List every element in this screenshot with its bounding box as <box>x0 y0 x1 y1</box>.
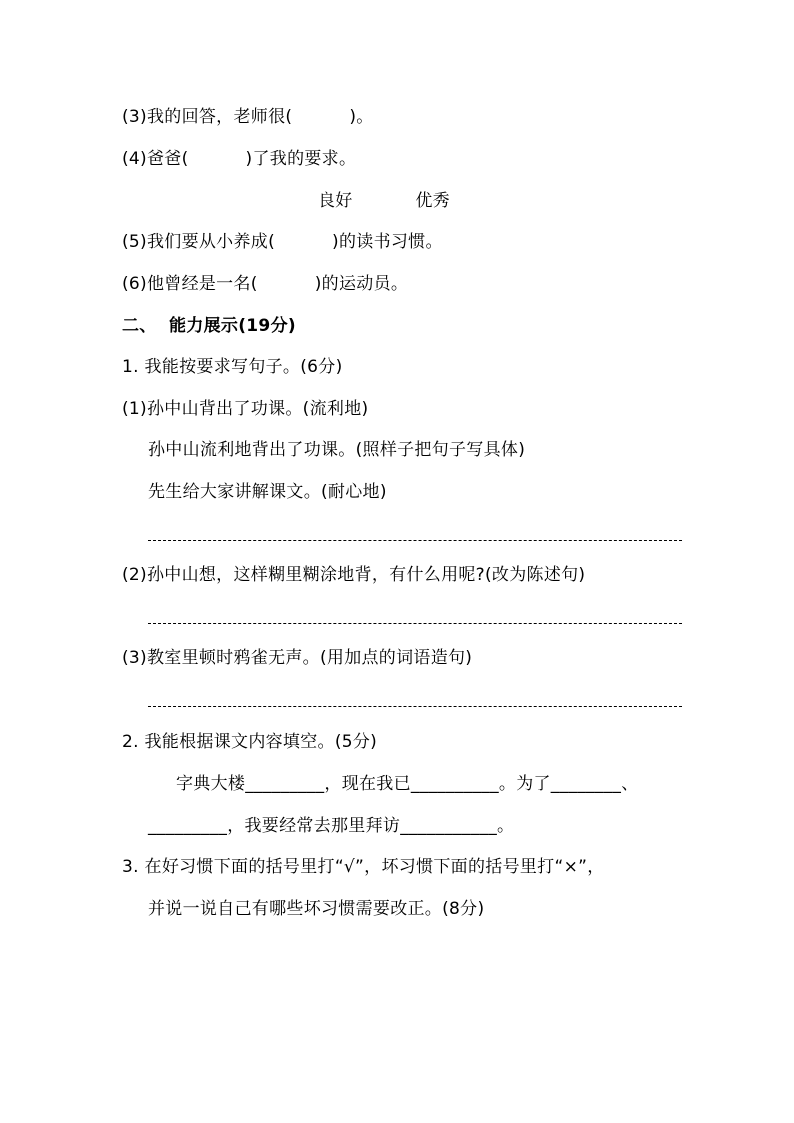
question-2-fill-line-2: _________，我要经常去那里拜访___________。 <box>148 816 515 836</box>
question-1-part-1: (1)孙中山背出了功课。(流利地) <box>122 399 369 419</box>
question-2: 2. 我能根据课文内容填空。(5分) <box>122 732 378 752</box>
question-1-example: 孙中山流利地背出了功课。(照样子把句子写具体) <box>148 440 526 460</box>
word-options: 良好 优秀 <box>318 191 450 211</box>
answer-line-3[interactable] <box>148 706 682 707</box>
question-3: 3. 在好习惯下面的括号里打“√”，坏习惯下面的括号里打“×”， <box>122 857 605 877</box>
question-1-part-2: (2)孙中山想，这样糊里糊涂地背，有什么用呢?(改为陈述句) <box>122 565 586 585</box>
question-1-task: 先生给大家讲解课文。(耐心地) <box>148 482 387 502</box>
question-1-part-3: (3)教室里顿时鸦雀无声。(用加点的词语造句) <box>122 648 473 668</box>
question-2-fill-line-1: 字典大楼_________，现在我已__________。为了________、 <box>176 774 639 794</box>
answer-line-1[interactable] <box>148 540 682 541</box>
answer-line-2[interactable] <box>148 623 682 624</box>
item-6: (6)他曾经是一名( )的运动员。 <box>122 274 409 294</box>
item-4: (4)爸爸( )了我的要求。 <box>122 149 357 169</box>
question-3-continued: 并说一说自己有哪些坏习惯需要改正。(8分) <box>148 899 485 919</box>
item-3: (3)我的回答，老师很( )。 <box>122 107 374 127</box>
item-5: (5)我们要从小养成( )的读书习惯。 <box>122 232 443 252</box>
section-heading: 二、 能力展示(19分) <box>122 316 296 336</box>
question-1: 1. 我能按要求写句子。(6分) <box>122 357 343 377</box>
